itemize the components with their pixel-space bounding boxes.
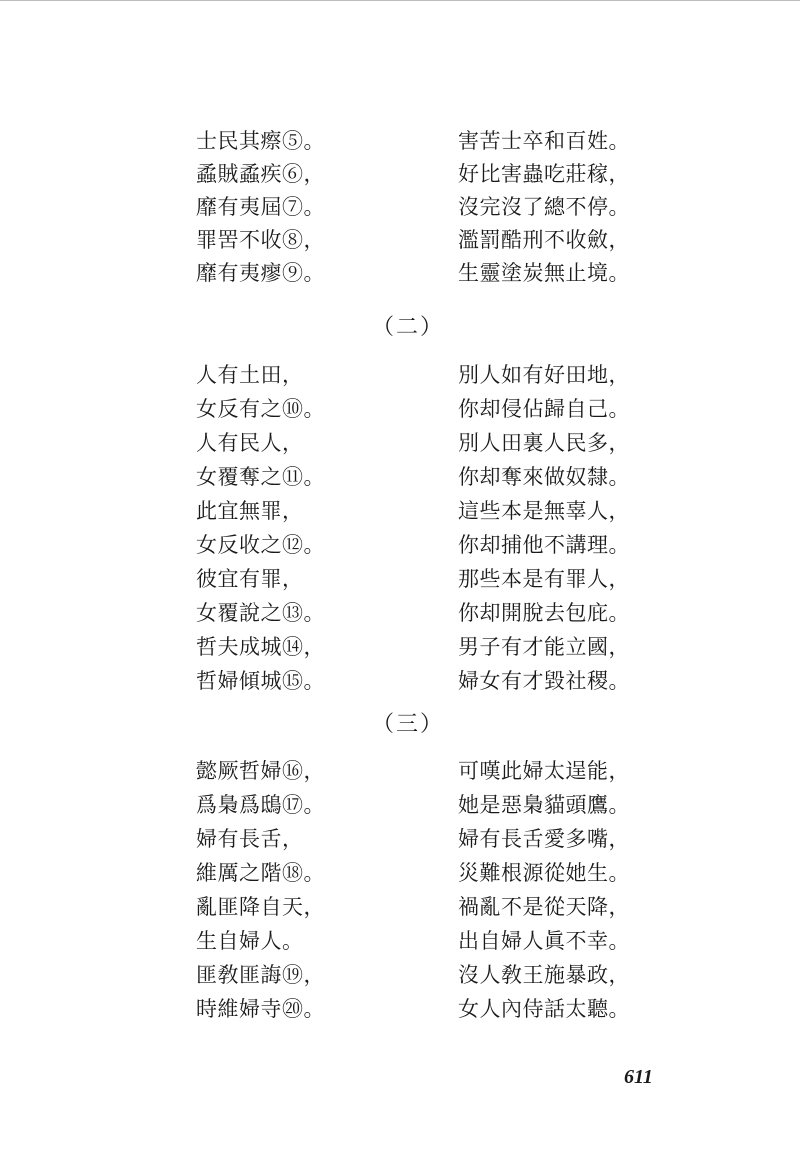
verse-line-original: 生自婦人。 — [196, 929, 304, 953]
verse-line-translation: 別人如有好田地， — [458, 363, 630, 387]
verse-line-translation: 你却捕他不講理。 — [458, 533, 630, 557]
verse-line-translation: 這些本是無辜人， — [458, 499, 630, 523]
verse-line-translation: 沒完沒了總不停。 — [458, 195, 630, 219]
verse-line-original: 哲夫成城⑭， — [196, 635, 325, 659]
verse-line-original: 爲梟爲鴟⑰。 — [196, 793, 325, 817]
section-heading: （三） — [372, 712, 445, 737]
verse-line-translation: 那些本是有罪人， — [458, 567, 630, 591]
verse-line-original: 女反有之⑩。 — [196, 397, 325, 421]
verse-line-translation: 出自婦人眞不幸。 — [458, 929, 630, 953]
verse-line-original: 維厲之階⑱。 — [196, 861, 325, 885]
top-rule — [0, 0, 800, 1]
verse-line-translation: 生靈塗炭無止境。 — [458, 261, 630, 285]
verse-line-original: 女反收之⑫。 — [196, 533, 325, 557]
verse-line-translation: 女人內侍話太聽。 — [458, 997, 630, 1021]
verse-line-translation: 別人田裏人民多， — [458, 431, 630, 455]
verse-line-original: 時維婦寺⑳。 — [196, 997, 325, 1021]
verse-line-original: 彼宜有罪， — [196, 567, 304, 591]
verse-line-translation: 好比害蟲吃莊稼， — [458, 162, 630, 186]
verse-line-original: 亂匪降自天， — [196, 895, 325, 919]
verse-line-translation: 害苦士卒和百姓。 — [458, 129, 630, 153]
verse-line-original: 女覆奪之⑪。 — [196, 465, 325, 489]
verse-line-translation: 你却侵佔歸自己。 — [458, 397, 630, 421]
verse-line-original: 罪罟不收⑧， — [196, 228, 325, 252]
verse-line-original: 蟊賊蟊疾⑥， — [196, 162, 325, 186]
verse-line-original: 人有土田， — [196, 363, 304, 387]
verse-line-translation: 婦女有才毀社稷。 — [458, 669, 630, 693]
verse-line-original: 女覆說之⑬。 — [196, 601, 325, 625]
page-number: 611 — [624, 1066, 653, 1088]
verse-line-translation: 你却開脫去包庇。 — [458, 601, 630, 625]
verse-line-translation: 男子有才能立國， — [458, 635, 630, 659]
verse-line-translation: 災難根源從她生。 — [458, 861, 630, 885]
verse-line-translation: 她是惡梟貓頭鷹。 — [458, 793, 630, 817]
verse-line-translation: 沒人敎王施暴政， — [458, 963, 630, 987]
verse-line-original: 婦有長舌， — [196, 827, 304, 851]
verse-line-original: 靡有夷瘳⑨。 — [196, 261, 325, 285]
verse-line-translation: 濫罰酷刑不收斂， — [458, 228, 630, 252]
verse-line-original: 哲婦傾城⑮。 — [196, 669, 325, 693]
verse-line-translation: 禍亂不是從天降， — [458, 895, 630, 919]
section-heading: （二） — [372, 315, 445, 340]
verse-line-translation: 你却奪來做奴隸。 — [458, 465, 630, 489]
verse-line-translation: 婦有長舌愛多嘴， — [458, 827, 630, 851]
verse-line-original: 靡有夷屆⑦。 — [196, 195, 325, 219]
verse-line-original: 懿厥哲婦⑯， — [196, 759, 325, 783]
verse-line-original: 此宜無罪， — [196, 499, 304, 523]
verse-line-original: 匪敎匪誨⑲， — [196, 963, 325, 987]
verse-line-original: 人有民人， — [196, 431, 304, 455]
verse-line-translation: 可嘆此婦太逞能， — [458, 759, 630, 783]
verse-line-original: 士民其瘵⑤。 — [196, 129, 325, 153]
